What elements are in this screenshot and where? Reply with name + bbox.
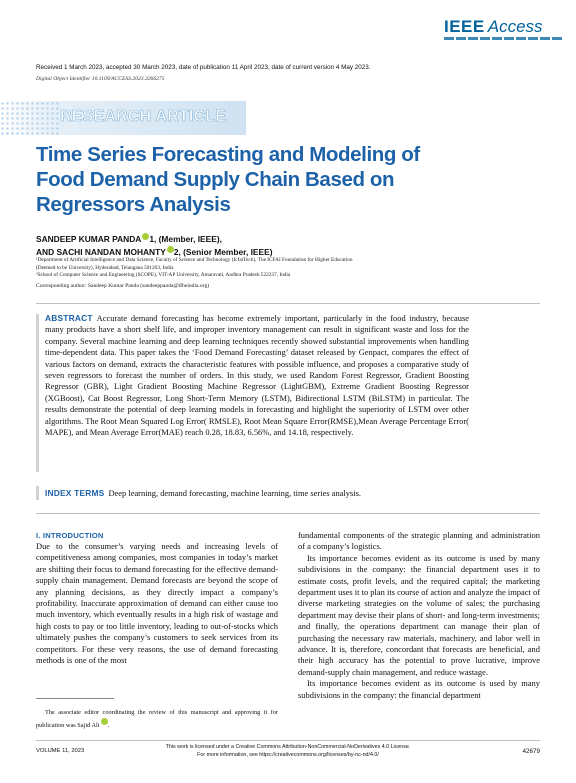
doi-line: Digital Object Identifier 10.1109/ACCESS.2023.3266275 xyxy=(36,76,165,82)
index-terms-text: Deep learning, demand forecasting, machine learning, time series analysis. xyxy=(108,488,362,498)
author-list xyxy=(36,233,272,258)
intro-paragraph-2: Its importance becomes evident as its outcome is used by many subdivisions in the company: the financial department uses it to estimate costs, profit levels, and the required capital; the marketing department uses it to plan its course of action and analyze the impact of diverse marketing strategies on the volume of sales; the purchasing department may devise their plans of short- and long-term investments; and finally, the operations department can manage their plan of purchasing the necessary raw materials, machinery, and labor well in advance. It is, therefore, concordant that forecasts are beneficial, and their high accuracy has the potential to prove lucrative, improve demand-supply chain management, and reduce wastage. xyxy=(298,552,540,677)
logo-ieee-text: IEEE xyxy=(444,17,485,36)
publication-dates: Received 1 March 2023, accepted 30 March 2023, date of publication 11 April 2023, date of current version 4 May 2023. xyxy=(36,64,371,71)
affiliation-1-cont: (Deemed to be University), Hyderabad, Telangana 501203, India xyxy=(36,264,174,271)
license-line-2[interactable]: For more information, see https://creativecommons.org/licenses/by-nc-nd/4.0/ xyxy=(197,752,379,758)
divider-body xyxy=(36,513,540,514)
author-1 xyxy=(36,233,272,246)
abstract-side-bar xyxy=(36,314,39,472)
logo-tagline-bars xyxy=(444,37,562,40)
index-terms-side-bar xyxy=(36,486,39,500)
intro-paragraph-continued: fundamental components of the strategic planning and administration of a company’s logistics. xyxy=(298,530,540,552)
intro-paragraph-3: Its importance becomes evident as its outcome is used by many subdivisions in the company: the financial department xyxy=(298,678,540,700)
editor-footnote: The associate editor coordinating the review of this manuscript and approving it for publication was Sajid Ali . xyxy=(36,709,278,729)
index-terms xyxy=(45,488,469,499)
editor-footnote-text: The associate editor coordinating the review of this manuscript and approving it for publication was Sajid Ali xyxy=(36,709,278,729)
intro-paragraph-1: Due to the consumer’s varying needs and increasing levels of competitiveness among companies, most companies in today’s market are shifting their focus to demand forecasting for the effective demand-supply chain management. Demand forecasts are beyond the scope of any planning decisions, as they directly impact a company’s profitability. Inaccurate approximation of demand can either cause too much inventory, which eventually results in a high risk of wastage and high costs to pay or too little inventory, leading to out-of-stocks which ultimately pushes the company’s customers to seek services from its competitors. For these very reasons, the use of demand forecasting methods is one of the most xyxy=(36,541,278,666)
divider-top xyxy=(36,303,540,304)
orcid-icon[interactable] xyxy=(101,718,108,725)
author-1-suffix: 1, (Member, IEEE), xyxy=(149,234,222,244)
page-number: 42679 xyxy=(522,748,540,755)
abstract xyxy=(45,313,469,438)
ieee-access-logo xyxy=(444,17,543,37)
abstract-text: Accurate demand forecasting has become extremely important, particularly in the food industry, because many products have a short shelf life, and improper inventory management can result in significant waste and loss for the company. Several machine learning and deep learning techniques recently showed substantial improvements when handling time-dependent data. This paper takes the ‘Food Demand Forecasting’ dataset released by Genpact, compares the effect of various factors on demand, extracts the characteristic features with possible influence, and proposes a comparative study of seven regressors to forecast the number of orders. In this study, we used Random Forest Regressor, Gradient Boosting Regressor (GBR), Light Gradient Boosting Machine Regressor (LightGBM), Extreme Gradient Boosting Regressor (XGBoost), Cat Boost Regressor, Long Short-Term Memory (LSTM), Bidirectional LSTM (BiLSTM) in particular. The results demonstrate the potential of deep learning models in forecasting and highlight the superiority of LSTM over other algorithms. The Root Mean Squared Log Error( RMSLE), Root Mean Square Error(RMSE),Mean Average Percentage Error( MAPE), and Mean Average Error(MAE) reach 0.28, 18.83, 6.56%, and 14.18, respectively. xyxy=(45,313,469,438)
footnote-rule xyxy=(36,698,114,699)
index-terms-heading: INDEX TERMS xyxy=(45,488,105,498)
license-notice xyxy=(120,743,456,759)
volume-label: VOLUME 11, 2023 xyxy=(36,748,85,754)
corresponding-author: Corresponding author: Sandeep Kumar Panda (sandeeppanda@ifheindia.org) xyxy=(36,283,210,289)
paper-title: Time Series Forecasting and Modeling of Food Demand Supply Chain Based on Regressors Analysis xyxy=(36,143,420,216)
section-heading-introduction: I. INTRODUCTION xyxy=(36,531,104,540)
article-type-label: RESEARCH ARTICLE xyxy=(60,108,227,125)
author-2-suffix: 2, (Senior Member, IEEE) xyxy=(173,246,273,257)
author-2-name: AND SACHI NANDAN MOHANTY xyxy=(36,246,166,257)
affiliations xyxy=(36,257,353,280)
abstract-heading: ABSTRACT xyxy=(45,313,93,323)
ribbon-dot-pattern xyxy=(0,101,60,135)
affiliation-1: ¹Department of Artificial Intelligence and Data Science, Faculty of Science and Technology (IcfaiTech), The ICFAI Foundation for Higher Education xyxy=(36,257,353,263)
footer-rule xyxy=(36,740,540,741)
logo-access-text: Access xyxy=(487,17,543,36)
license-line-1: This work is licensed under a Creative Commons Attribution-NonCommercial-NoDerivatives 4.0 License. xyxy=(165,744,411,750)
orcid-icon[interactable] xyxy=(167,246,174,253)
author-1-name: SANDEEP KUMAR PANDA xyxy=(36,234,142,244)
body-column-left xyxy=(36,530,278,666)
affiliation-2: ²School of Computer Science and Engineering (SCOPE), VIT-AP University, Amaravati, Andhra Pradesh 522237, India xyxy=(36,272,291,279)
body-column-right xyxy=(298,530,540,701)
